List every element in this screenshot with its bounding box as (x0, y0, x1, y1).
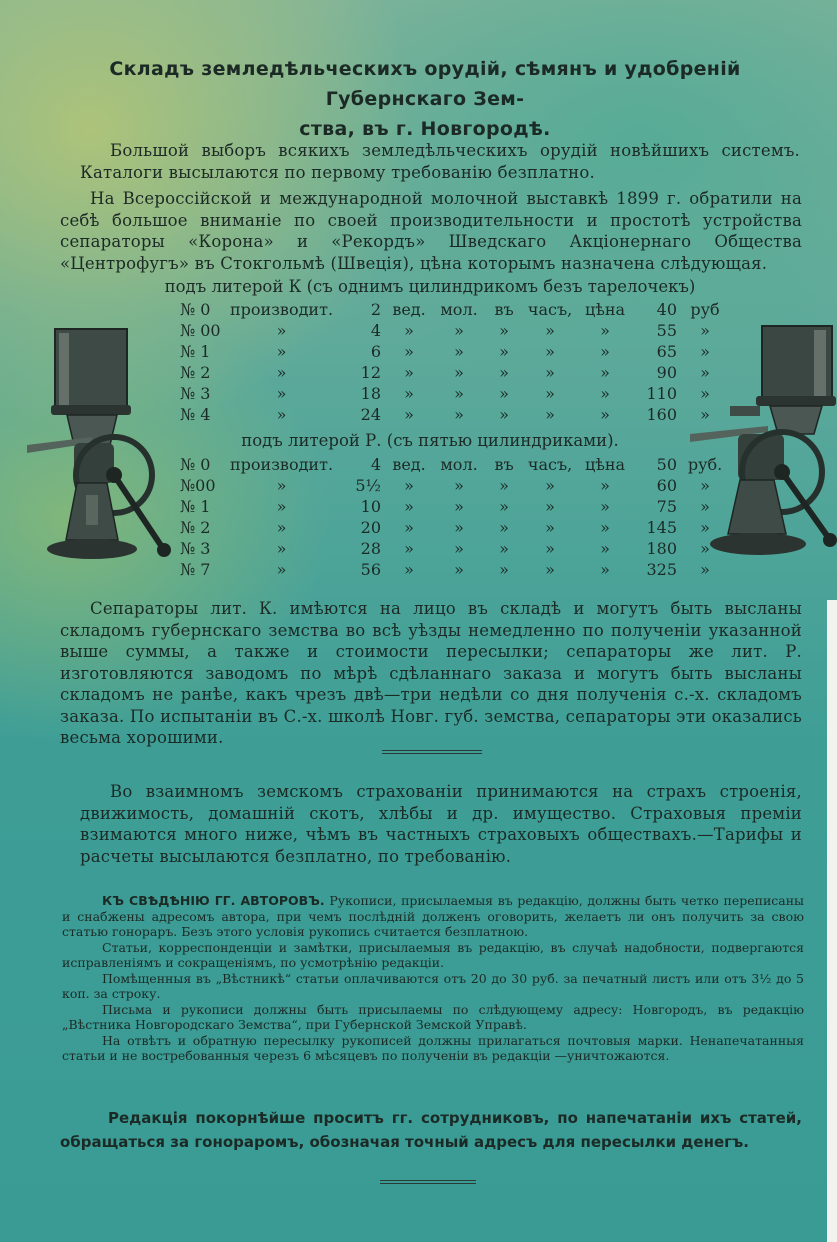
price-cell-qty: 5½ (355, 476, 382, 495)
price-cell-c1: » (276, 476, 287, 495)
table-r-caption: подъ литерой Р. (съ пятью цилиндриками). (241, 431, 619, 450)
price-cell-c5: » (499, 384, 509, 403)
price-cell-c5: » (499, 321, 509, 340)
price-cell-unit: » (700, 539, 710, 558)
price-cell-c1: производит. (230, 455, 334, 474)
price-cell-price: 50 (656, 455, 678, 474)
price-cell-c3: » (404, 539, 414, 558)
price-cell-qty: 4 (370, 455, 382, 474)
authors-p5: На отвѣтъ и обратную пересылку рукописей должны прилагаться почтовыя марки. Ненапечатанныя статьи и не востребованныя черезъ 6 мѣсяцевъ по полученіи въ редакціи —уничтожаются. (62, 1032, 804, 1063)
price-cell-no: № 1 (180, 497, 211, 516)
exhibition-paragraph: На Всероссійской и международной молочной выставкѣ 1899 г. обратили на себѣ большое вниманіе по своей производительности и простотѣ устройства сепараторы «Корона» и «Рекордъ» Шведскаго Акціонернаго Общества «Центрофугъ» въ Стокгольмѣ (Швеція), цѣна которымъ назначена слѣдующая. (60, 189, 802, 273)
price-cell-unit: » (700, 560, 710, 579)
price-cell-c6: » (545, 560, 555, 579)
price-row (176, 517, 729, 538)
price-row (176, 320, 729, 341)
price-cell-price: 90 (656, 363, 678, 382)
price-cell-no: №00 (180, 476, 216, 495)
price-cell-c3: » (404, 476, 414, 495)
price-cell-c7: » (600, 560, 610, 579)
price-cell-qty: 6 (370, 342, 382, 361)
price-cell-c4: » (454, 384, 464, 403)
page-title (40, 54, 810, 144)
price-cell-price: 160 (646, 405, 678, 424)
price-cell-unit: » (700, 497, 710, 516)
intro-paragraph: Большой выборъ всякихъ земледѣльческихъ орудій новѣйшихъ системъ. Каталоги высылаются по первому требованію безплатно. (80, 141, 800, 182)
closing-notice: Редакція покорнѣйше проситъ гг. сотрудниковъ, по напечатаніи ихъ статей, обращаться за гонораромъ, обозначая точный адресъ для пересылки денегъ. (60, 1109, 802, 1151)
price-cell-no: № 2 (180, 518, 211, 537)
price-cell-c5: въ (494, 455, 514, 474)
price-cell-c5: въ (494, 300, 514, 319)
price-cell-price: 55 (656, 321, 678, 340)
price-cell-c5: » (499, 560, 509, 579)
price-cell-qty: 18 (360, 384, 382, 403)
price-table-r (176, 454, 729, 580)
price-cell-c6: » (545, 342, 555, 361)
price-cell-c6: » (545, 384, 555, 403)
price-cell-price: 60 (656, 476, 678, 495)
price-cell-c6: » (545, 539, 555, 558)
price-cell-c4: » (454, 405, 464, 424)
price-cell-unit: » (700, 405, 710, 424)
price-cell-c7: цѣна (584, 300, 626, 319)
price-cell-unit: » (700, 363, 710, 382)
price-row (176, 496, 729, 517)
price-row (176, 538, 729, 559)
price-cell-no: № 4 (180, 405, 211, 424)
price-cell-qty: 10 (360, 497, 382, 516)
authors-p1: Рукописи, присылаемыя въ редакцію, должны быть четко переписаны и снабжены адресомъ автора, при чемъ послѣдній долженъ оговорить, желаетъ ли онъ получить за свою статью гонораръ. Безъ этого условія рукопись считается безплатною. (62, 893, 805, 939)
price-cell-c1: » (276, 539, 287, 558)
price-row (176, 383, 729, 404)
price-cell-unit: » (700, 321, 710, 340)
price-cell-c3: » (404, 497, 414, 516)
price-cell-c3: » (404, 560, 414, 579)
price-cell-c1: » (276, 497, 287, 516)
price-cell-c7: цѣна (584, 455, 626, 474)
title-line-1: Складъ земледѣльческихъ орудій, сѣмянъ и удобреній Губернскаго Зем- (109, 58, 741, 110)
price-row (176, 475, 729, 496)
price-cell-c3: » (404, 518, 414, 537)
price-cell-price: 145 (646, 518, 678, 537)
price-cell-no: № 3 (180, 384, 211, 403)
price-cell-c7: » (600, 384, 610, 403)
separator-illustration-right (690, 322, 837, 562)
price-cell-c1: » (276, 384, 287, 403)
price-cell-c4: мол. (440, 455, 478, 474)
price-cell-c4: » (454, 321, 464, 340)
price-cell-c3: » (404, 384, 414, 403)
price-cell-no: № 1 (180, 342, 211, 361)
price-cell-c6: » (545, 476, 555, 495)
price-cell-c3: вед. (392, 455, 426, 474)
price-cell-qty: 28 (360, 539, 382, 558)
price-cell-unit: руб. (687, 455, 723, 474)
price-cell-c1: » (276, 321, 287, 340)
price-cell-c6: » (545, 518, 555, 537)
title-line-2: ства, въ г. Новгородѣ. (299, 118, 551, 140)
price-cell-c3: » (404, 321, 414, 340)
divider (382, 750, 482, 754)
price-row (176, 362, 729, 383)
price-cell-c7: » (600, 539, 610, 558)
price-row (176, 299, 729, 320)
price-cell-c7: » (600, 476, 610, 495)
price-cell-c5: » (499, 342, 509, 361)
price-cell-c4: » (454, 497, 464, 516)
price-cell-no: № 7 (180, 560, 211, 579)
price-cell-c6: » (545, 405, 555, 424)
price-cell-qty: 56 (360, 560, 382, 579)
price-cell-no: № 00 (180, 321, 221, 340)
price-cell-c3: » (404, 342, 414, 361)
price-cell-c1: » (276, 518, 287, 537)
price-cell-unit: » (700, 342, 710, 361)
price-cell-c7: » (600, 497, 610, 516)
price-cell-qty: 4 (370, 321, 382, 340)
price-cell-c3: вед. (392, 300, 426, 319)
price-cell-c4: » (454, 363, 464, 382)
price-cell-qty: 20 (360, 518, 382, 537)
price-cell-unit: » (700, 476, 710, 495)
price-cell-qty: 24 (360, 405, 382, 424)
price-cell-price: 65 (656, 342, 678, 361)
separators-note: Сепараторы лит. К. имѣются на лицо въ складѣ и могутъ быть высланы складомъ губернскаго земства во всѣ уѣзды немедленно по полученіи указанной выше суммы, а также и стоимости пересылки; сепараторы же лит. Р. изготовляются заводомъ по мѣрѣ сдѣланнаго заказа и могутъ быть высланы складомъ не ранѣе, какъ чрезъ двѣ—три недѣли со дня полученія с.-х. складомъ заказа. По испытаніи въ С.-х. школѣ Новг. губ. земства, сепараторы эти оказались весьма хорошими. (60, 599, 802, 747)
price-cell-c6: » (545, 363, 555, 382)
price-cell-unit: » (700, 518, 710, 537)
price-cell-c6: часъ, (527, 455, 573, 474)
price-cell-unit: » (700, 384, 710, 403)
price-cell-c7: » (600, 363, 610, 382)
price-cell-c1: » (276, 363, 287, 382)
price-cell-qty: 12 (360, 363, 382, 382)
bottom-divider (380, 1180, 476, 1184)
price-table-k (176, 299, 729, 425)
price-cell-c4: » (454, 539, 464, 558)
price-cell-c7: » (600, 405, 610, 424)
price-cell-c3: » (404, 363, 414, 382)
price-cell-c4: » (454, 560, 464, 579)
price-cell-c1: » (276, 342, 287, 361)
authors-notice (62, 893, 804, 1064)
price-cell-price: 325 (646, 560, 678, 579)
table-k-caption: подъ литерой К (съ однимъ цилиндрикомъ безъ тарелочекъ) (164, 277, 696, 296)
authors-lead: КЪ СВѢДѢНІЮ ГГ. АВТОРОВЪ. (102, 893, 325, 908)
price-cell-c5: » (499, 405, 509, 424)
price-cell-no: № 2 (180, 363, 211, 382)
price-cell-price: 180 (646, 539, 678, 558)
price-cell-c1: » (276, 560, 287, 579)
price-cell-c4: » (454, 476, 464, 495)
price-cell-no: № 0 (180, 300, 211, 319)
authors-p4: Письма и рукописи должны быть присылаемы по слѣдующему адресу: Новгородъ, въ редакцію „Вѣстника Новгородскаго Земства“, при Губернской Земской Управѣ. (62, 1001, 804, 1032)
price-cell-c4: мол. (440, 300, 478, 319)
price-row (176, 404, 729, 425)
price-cell-c7: » (600, 518, 610, 537)
price-cell-c7: » (600, 321, 610, 340)
price-cell-c6: » (545, 321, 555, 340)
separator-illustration-left (22, 325, 177, 565)
price-cell-c5: » (499, 539, 509, 558)
price-cell-c6: часъ, (527, 300, 573, 319)
price-cell-c4: » (454, 342, 464, 361)
authors-p2: Статьи, корреспонденціи и замѣтки, присылаемыя въ редакцію, въ случаѣ надобности, подвергаются исправленіямъ и сокращеніямъ, по усмотрѣнію редакціи. (62, 939, 804, 970)
price-cell-c5: » (499, 363, 509, 382)
price-cell-price: 40 (656, 300, 678, 319)
price-cell-c7: » (600, 342, 610, 361)
price-row (176, 454, 729, 475)
price-cell-no: № 0 (180, 455, 211, 474)
price-cell-price: 75 (656, 497, 678, 516)
price-cell-c5: » (499, 518, 509, 537)
authors-p3: Помѣщенныя въ „Вѣстникѣ“ статьи оплачиваются отъ 20 до 30 руб. за печатный листъ или отъ 3½ до 5 коп. за строку. (62, 970, 804, 1001)
price-cell-c1: производит. (230, 300, 334, 319)
price-cell-c3: » (404, 405, 414, 424)
price-cell-c1: » (276, 405, 287, 424)
price-cell-c5: » (499, 497, 509, 516)
price-cell-unit: руб (690, 300, 720, 319)
price-cell-c6: » (545, 497, 555, 516)
price-cell-price: 110 (646, 384, 678, 403)
price-cell-c4: » (454, 518, 464, 537)
price-cell-qty: 2 (370, 300, 382, 319)
price-row (176, 341, 729, 362)
price-row (176, 559, 729, 580)
price-cell-c5: » (499, 476, 509, 495)
price-cell-no: № 3 (180, 539, 211, 558)
insurance-paragraph: Во взаимномъ земскомъ страхованіи принимаются на страхъ строенія, движимость, домашній скотъ, хлѣбы и др. имущество. Страховыя преміи взимаются много ниже, чѣмъ въ частныхъ страховыхъ обществахъ.—Тарифы и расчеты высылаются безплатно, по требованію. (80, 782, 802, 866)
